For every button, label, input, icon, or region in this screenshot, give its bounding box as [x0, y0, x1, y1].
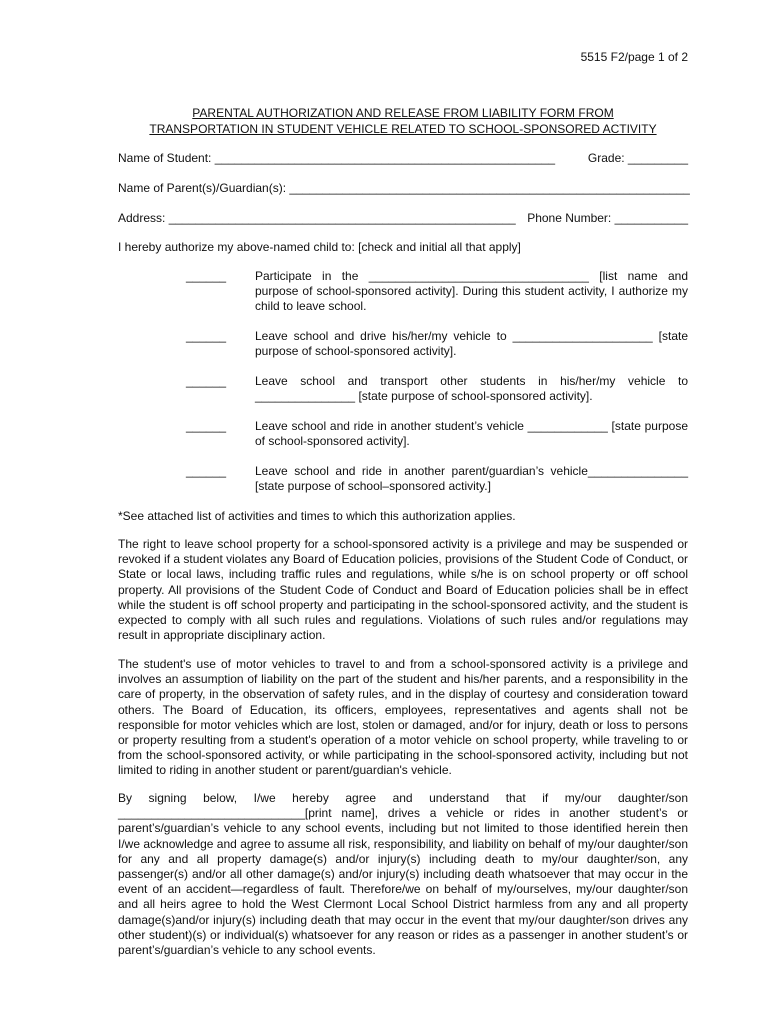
initial-blank[interactable]: ______: [186, 464, 227, 478]
item-text: Leave school and ride in another student’s vehicle ____________ [state purpose of school-sponsored activity].: [255, 419, 688, 448]
release-paragraph: By signing below, I/we hereby agree and understand that if my/our daughter/son ____________________________[print name], drives a vehicle or rides in another student’s or parent’s/guardian’s vehicle to any school events, including but not limited to those identified herein then I/we acknowledge and agree to assume all risk, responsibility, and liability on behalf of my/our daughter/son for any and all property damage(s) and/or injury(s) including death to my/our daughter/son, any passenger(s) and/or all other damage(s) and/or injury(s) including death whatsoever that may occur in the event of an accident—regardless of fault. Therefore/we on behalf of my/ourselves, my/our daughter/son and all heirs agree to hold the West Clermont Local School District harmless from any and all property damage(s)and/or injury(s) including death that may occur in the event that my/our daughter/son drives any other student)(s) or individual(s) whatsoever for any reason or rides as a passenger in another student’s or parent’s/guardian’s vehicle to any school events.: [118, 791, 688, 958]
initial-blank[interactable]: ______: [186, 329, 227, 343]
address-field[interactable]: Address: ____________________________________________________: [118, 211, 516, 225]
student-name-field[interactable]: Name of Student: ___________________________________________________: [118, 151, 556, 165]
item-text: Leave school and transport other students in his/her/my vehicle to _______________ [state purpose of school-sponsored activity].: [255, 374, 688, 403]
grade-field[interactable]: Grade: _________: [587, 151, 688, 165]
liability-paragraph: The student's use of motor vehicles to travel to and from a school-sponsored activity is a privilege and involves an assumption of liability on the part of the student and his/her parents, and a responsibility in the care of property, in the observation of safety rules, and in the display of courtesy and consideration toward others. The Board of Education, its officers, employees, representatives and agents shall not be responsible for motor vehicles which are lost, stolen or damaged, and/or for injury, death or loss to persons or property resulting from a student's operation of a motor vehicle on school property, while traveling to or from the school-sponsored activity, or while participating in the school-sponsored activity, including but not limited to riding in another student or parent/guardian's vehicle.: [118, 657, 688, 778]
initial-blank[interactable]: ______: [186, 419, 227, 433]
parent-row: [118, 181, 688, 196]
address-row: [118, 211, 688, 226]
item-text: Participate in the _________________________________ [list name and purpose of school-sponsored activity]. During this student activity, I authorize my child to leave school.: [255, 269, 688, 313]
form-title: [118, 105, 688, 137]
student-row: [118, 151, 688, 166]
initial-blank[interactable]: ______: [186, 374, 227, 388]
parent-name-field[interactable]: Name of Parent(s)/Guardian(s): ____________________________________________________________: [118, 181, 690, 195]
privilege-paragraph: The right to leave school property for a school-sponsored activity is a privilege and may be suspended or revoked if a student violates any Board of Education policies, provisions of the Student Code of Conduct, or State or local laws, including traffic rules and regulations, while s/he is on school property or off school property. All provisions of the Student Code of Conduct and Board of Education policies shall be in effect while the student is off school property and participating in the school-sponsored activity, and the student is expected to comply with all such rules and regulations. Violations of such rules and/or regulations may result in appropriate disciplinary action.: [118, 537, 688, 643]
item-text: Leave school and drive his/her/my vehicle to _____________________ [state purpose of school-sponsored activity].: [255, 329, 688, 358]
title-line-1: PARENTAL AUTHORIZATION AND RELEASE FROM LIABILITY FORM FROM: [192, 106, 614, 120]
title-line-2: TRANSPORTATION IN STUDENT VEHICLE RELATED TO SCHOOL-SPONSORED ACTIVITY: [149, 122, 657, 136]
authorization-intro: I hereby authorize my above-named child to: [check and initial all that apply]: [118, 240, 521, 254]
item-text: Leave school and ride in another parent/guardian’s vehicle_______________ [state purpose of school–sponsored activity.]: [255, 464, 688, 493]
initial-blank[interactable]: ______: [186, 269, 227, 283]
phone-field[interactable]: Phone Number: ___________: [527, 211, 688, 225]
activities-note: *See attached list of activities and times to which this authorization applies.: [118, 509, 516, 523]
page-reference: 5515 F2/page 1 of 2: [580, 50, 688, 64]
